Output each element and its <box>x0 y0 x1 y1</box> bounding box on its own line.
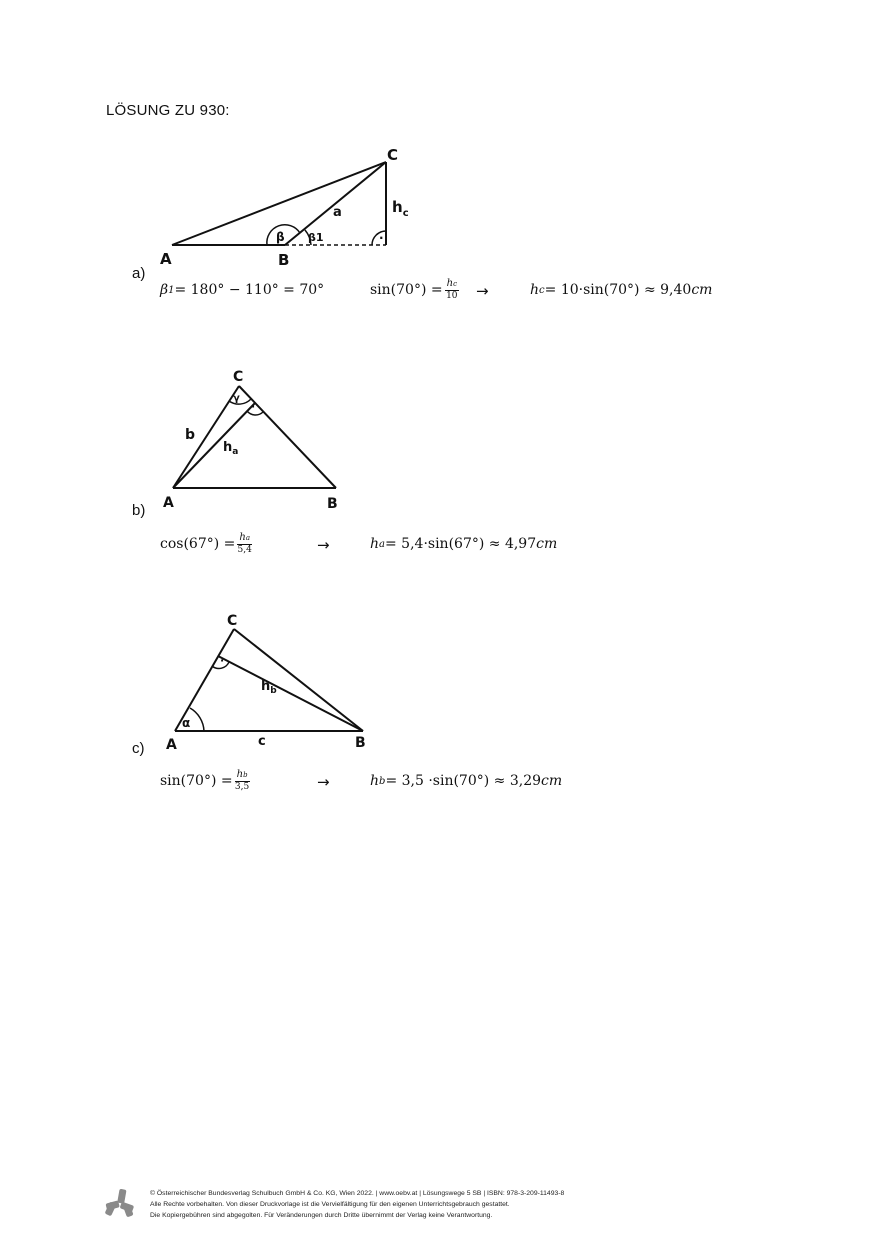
publisher-logo-icon <box>104 1188 136 1220</box>
triangle-figure-b <box>155 365 355 515</box>
equation-a2: sin(70°) = $\frac{hc}{10}$ <box>370 278 458 301</box>
part-label-b: b) <box>132 502 146 519</box>
vertex-label-a: A <box>163 495 174 511</box>
side-bc <box>234 629 363 731</box>
part-label-c: c) <box>132 740 145 757</box>
angle-alpha-arc <box>190 708 204 731</box>
footer-line-2: Alle Rechte vorbehalten. Von dieser Druckvorlage ist die Vervielfältigung für den eigenen Unterrichtsgebrauch gestattet. <box>150 1201 510 1208</box>
equation-a3: h c = 10·sin(70°) ≈ 9,40 cm <box>530 282 713 298</box>
label-gamma: γ <box>233 393 240 404</box>
label-alpha: α <box>182 716 191 730</box>
label-ha: $h_a$ <box>223 440 239 457</box>
vertex-label-a: A <box>166 737 177 753</box>
arrow-icon: → <box>317 773 330 791</box>
equation-b2: h a = 5,4·sin(67°) ≈ 4,97 cm <box>370 536 558 552</box>
label-beta: β <box>276 230 285 244</box>
right-angle-dot: · <box>220 654 225 667</box>
triangle-figure-a <box>150 140 440 270</box>
vertex-label-c: C <box>387 146 399 164</box>
triangle-figure-c <box>160 610 380 755</box>
vertex-label-b: B <box>355 735 366 751</box>
label-side-b: b <box>185 427 196 443</box>
vertex-label-a: A <box>160 250 172 268</box>
height-ha <box>173 403 255 488</box>
page-title: LÖSUNG ZU 930: <box>106 102 230 119</box>
right-angle-dot: · <box>251 400 256 413</box>
equation-b1: cos(67°) = $\frac{ha}{5,4}$ <box>160 532 252 555</box>
arrow-icon: → <box>317 536 330 554</box>
label-hc: $h_c$ <box>392 198 409 219</box>
vertex-label-c: C <box>227 613 238 629</box>
height-hb <box>218 656 363 731</box>
label-side-c: c <box>258 734 266 749</box>
footer-copyright <box>150 1188 564 1221</box>
vertex-label-b: B <box>327 496 338 512</box>
label-hb: $h_b$ <box>261 679 277 696</box>
footer-line-1: © Österreichischer Bundesverlag Schulbuch GmbH & Co. KG, Wien 2022. | www.oebv.at | Lösungswege 5 SB | ISBN: 978-3-209-11493-8 <box>150 1190 565 1197</box>
right-angle-dot: · <box>379 231 384 245</box>
arrow-icon: → <box>476 282 489 300</box>
vertex-label-b: B <box>278 251 290 269</box>
vertex-label-c: C <box>233 369 244 385</box>
footer-line-3: Die Kopiergebühren sind abgegolten. Für Veränderungen durch Dritte übernimmt der Verlag keine Verantwortung. <box>150 1212 493 1219</box>
label-side-a: a <box>333 205 342 220</box>
equation-c1: sin(70°) = $\frac{hb}{3,5}$ <box>160 769 250 792</box>
equation-c2: h b = 3,5 ·sin(70°) ≈ 3,29 cm <box>370 773 563 789</box>
label-beta1: β1 <box>308 231 324 244</box>
equation-a1: β 1 = 180° − 110° = 70° <box>160 282 325 298</box>
part-label-a: a) <box>132 265 146 282</box>
